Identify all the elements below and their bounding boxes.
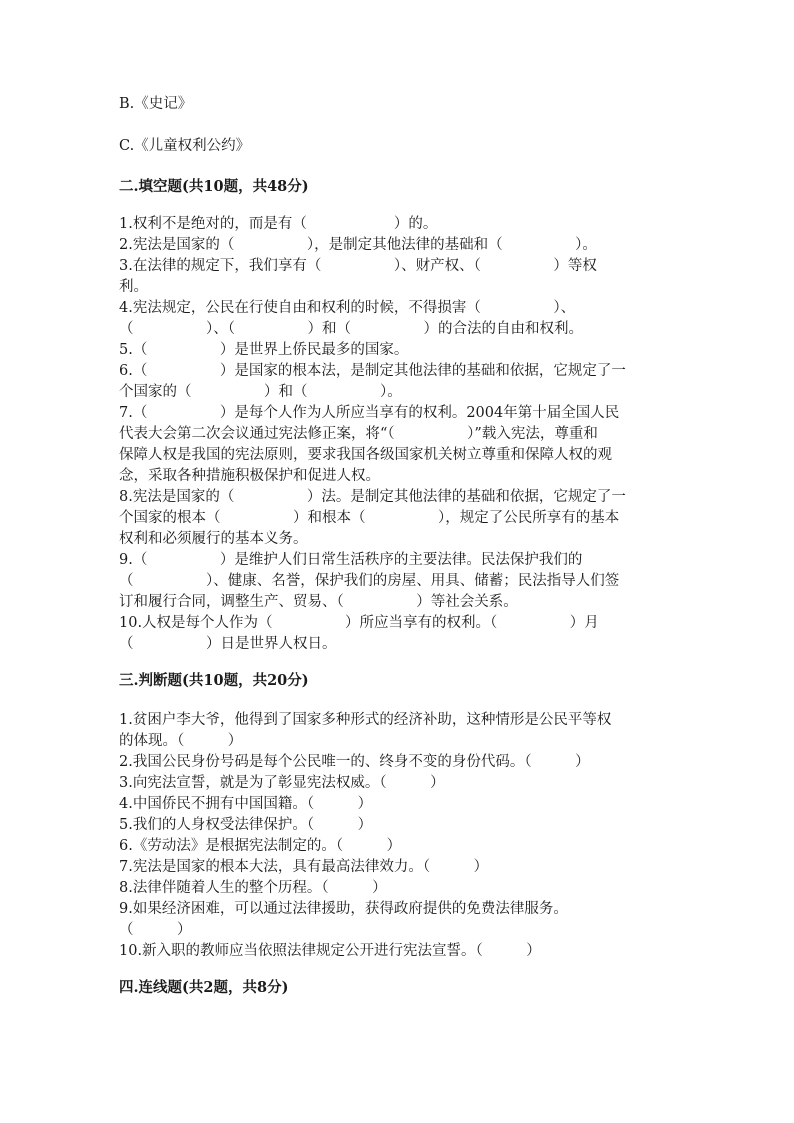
question-line: 4.宪法规定，公民在行使自由和权利的时候，不得损害（ ）、 (119, 300, 576, 316)
question-line: 6.《劳动法》是根据宪法制定的。（ ） (119, 838, 402, 854)
question-line: 10.新入职的教师应当依照法律规定公开进行宪法宣誓。（ ） (119, 943, 541, 959)
question-line: 7.（ ）是每个人作为人所应当享有的权利。2004年第十届全国人民 (119, 405, 620, 421)
option-b: B.《史记》 (119, 96, 193, 112)
question-line: 个国家的根本（ ）和根本（ ），规定了公民所享有的基本 (119, 510, 620, 526)
question-line: 6.（ ）是国家的根本法，是制定其他法律的基础和依据，它规定了一 (119, 363, 626, 379)
question-line: 保障人权是我国的宪法原则，要求我国各级国家机关树立尊重和保障人权的观 (119, 447, 612, 463)
question-line: （ ） (119, 922, 192, 938)
question-line: （ ）、健康、名誉，保护我们的房屋、用具、储蓄；民法指导人们签 (119, 573, 620, 589)
question-line: 2.我国公民身份号码是每个公民唯一的、终身不变的身份代码。（ ） (119, 754, 590, 770)
question-line: （ ）、（ ）和（ ）的合法的自由和权利。 (119, 321, 583, 337)
question-line: 1.贫困户李大爷，他得到了国家多种形式的经济补助，这种情形是公民平等权 (119, 712, 612, 728)
question-line: 9.（ ）是维护人们日常生活秩序的主要法律。民法保护我们的 (119, 552, 583, 568)
question-line: （ ）日是世界人权日。 (119, 636, 337, 652)
question-line: 8.法律伴随着人生的整个历程。（ ） (119, 880, 387, 896)
question-line: 4.中国侨民不拥有中国国籍。（ ） (119, 796, 373, 812)
section-heading-matching: 四.连线题(共2题，共8分) (119, 979, 289, 996)
question-line: 5.我们的人身权受法律保护。（ ） (119, 817, 373, 833)
question-line: 3.向宪法宣誓，就是为了彰显宪法权威。（ ） (119, 775, 445, 791)
question-line: 个国家的（ ）和（ ）。 (119, 384, 402, 400)
question-line: 8.宪法是国家的（ ）法。是制定其他法律的基础和依据，它规定了一 (119, 489, 626, 505)
question-line: 10.人权是每个人作为（ ）所应当享有的权利。（ ）月 (119, 615, 599, 631)
section-heading-true-false: 三.判断题(共10题，共20分) (119, 672, 309, 689)
section-heading-fill-blank: 二.填空题(共10题，共48分) (119, 178, 309, 195)
question-line: 9.如果经济困难，可以通过法律援助，获得政府提供的免费法律服务。 (119, 901, 568, 917)
question-line: 3.在法律的规定下，我们享有（ ）、财产权、（ ）等权 (119, 258, 597, 274)
question-line: 2.宪法是国家的（ ），是制定其他法律的基础和（ ）。 (119, 237, 597, 253)
option-c: C.《儿童权利公约》 (119, 138, 251, 154)
question-line: 的体现。（ ） (119, 733, 243, 749)
question-line: 权利和必须履行的基本义务。 (119, 531, 308, 547)
question-line: 念，采取各种措施积极保护和促进人权。 (119, 468, 380, 484)
question-line: 利。 (119, 279, 148, 295)
question-line: 代表大会第二次会议通过宪法修正案，将“（ ）”载入宪法，尊重和 (119, 426, 598, 442)
question-line: 订和履行合同，调整生产、贸易、（ ）等社会关系。 (119, 594, 518, 610)
question-line: 5.（ ）是世界上侨民最多的国家。 (119, 342, 409, 358)
question-line: 7.宪法是国家的根本大法，具有最高法律效力。（ ） (119, 859, 489, 875)
question-line: 1.权利不是绝对的，而是有（ ）的。 (119, 216, 438, 232)
